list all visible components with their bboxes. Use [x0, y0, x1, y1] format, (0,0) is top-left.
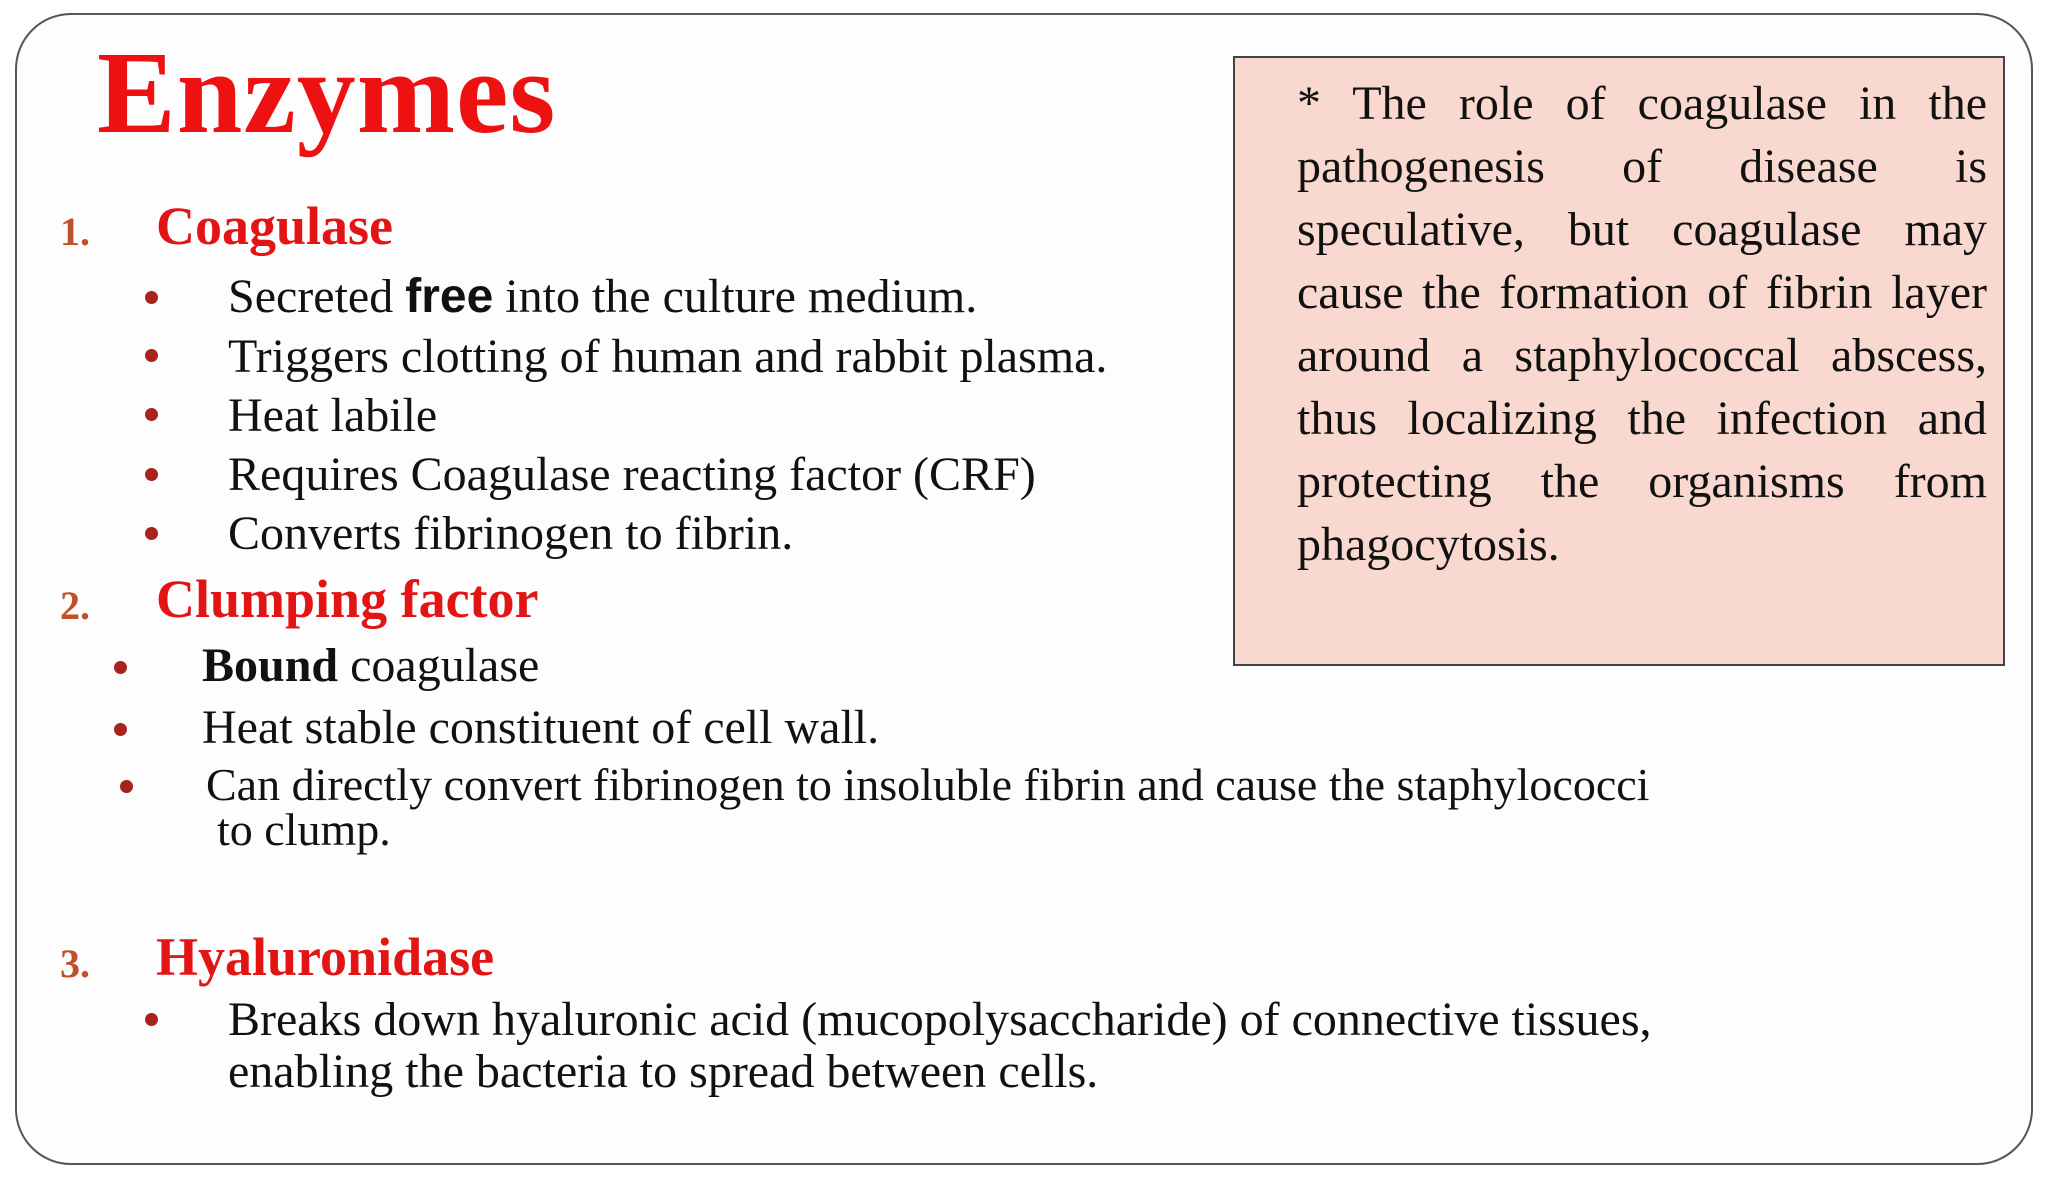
bullet-text-line1: Can directly convert fibrinogen to insoluble fibrin and cause the staphylococci: [206, 759, 1650, 810]
section-number: 1.: [60, 209, 90, 254]
section-number: 2.: [60, 583, 90, 628]
bullet-dot-icon: [145, 408, 158, 421]
bullet-text-line1: Breaks down hyaluronic acid (mucopolysaccharide) of connective tissues,: [228, 993, 1652, 1046]
section-heading-hyaluronidase: Hyaluronidase: [156, 927, 495, 987]
bullet-text: Converts fibrinogen to fibrin.: [228, 507, 794, 560]
bullet-text: Heat labile: [228, 389, 438, 442]
note-text: * The role of coagulase in the pathogenesis of disease is speculative, but coagulase may cause the formation of fibrin layer around a staphylococcal abscess, thus localizing the infection and protecting the organisms from phagocytosis.: [1297, 77, 1987, 571]
bullet-text-pre: Secreted: [228, 270, 406, 323]
bullet-dot-icon: [145, 349, 158, 362]
slide-title: Enzymes: [97, 27, 557, 158]
section-number: 3.: [60, 941, 90, 986]
bullet-dot-icon: [145, 1013, 158, 1026]
bullet-text: [228, 270, 978, 323]
bullet-dot-icon: [114, 723, 127, 736]
section-heading-clumping-factor: Clumping factor: [156, 569, 539, 629]
bullet-text-line2: enabling the bacteria to spread between cells.: [228, 1045, 1099, 1098]
bullet-text: Heat stable constituent of cell wall.: [202, 701, 880, 754]
bullet-dot-icon: [145, 527, 158, 540]
bullet-dot-icon: [120, 780, 133, 793]
section-heading-coagulase: Coagulase: [156, 196, 394, 256]
bullet-text-line2: to clump.: [217, 804, 391, 855]
bullet-text-bold: Bound: [202, 639, 339, 692]
bullet-text: [202, 639, 540, 692]
note-box: [1233, 56, 2005, 666]
bullet-dot-icon: [114, 661, 127, 674]
bullet-dot-icon: [145, 291, 158, 304]
bullet-text-post: into the culture medium.: [493, 270, 978, 323]
bullet-text-bold: free: [405, 270, 494, 323]
bullet-text-post: coagulase: [338, 639, 540, 692]
bullet-text: Requires Coagulase reacting factor (CRF): [228, 448, 1036, 501]
bullet-dot-icon: [145, 468, 158, 481]
bullet-text: Triggers clotting of human and rabbit plasma.: [228, 330, 1108, 383]
